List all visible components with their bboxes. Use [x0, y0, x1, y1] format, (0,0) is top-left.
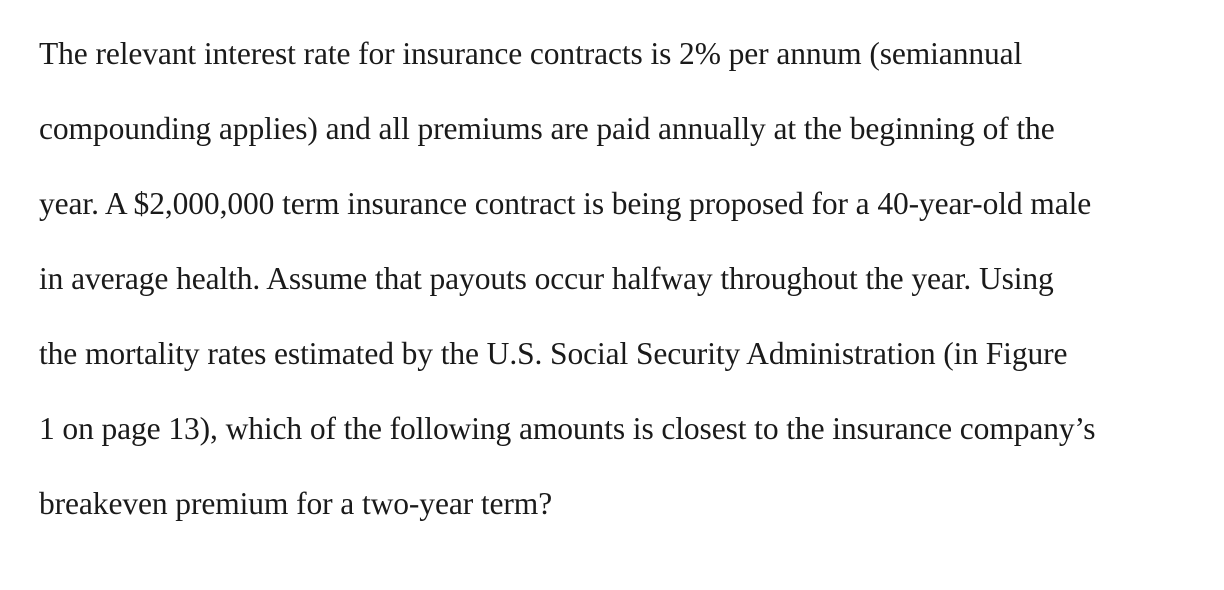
question-line-5: the mortality rates estimated by the U.S. Social Security Administration (in Figure	[39, 336, 1068, 371]
question-line-2: compounding applies) and all premiums are paid annually at the beginning of the	[39, 111, 1055, 146]
question-paragraph	[39, 22, 1209, 547]
question-line-3: year. A $2,000,000 term insurance contract is being proposed for a 40-year-old male	[39, 186, 1092, 221]
question-line-6: 1 on page 13), which of the following amounts is closest to the insurance company’s	[39, 411, 1096, 446]
question-line-4: in average health. Assume that payouts occur halfway throughout the year. Using	[39, 261, 1054, 296]
question-line-7: breakeven premium for a two-year term?	[39, 486, 553, 521]
question-line-1: The relevant interest rate for insurance contracts is 2% per annum (semiannual	[39, 36, 1023, 71]
